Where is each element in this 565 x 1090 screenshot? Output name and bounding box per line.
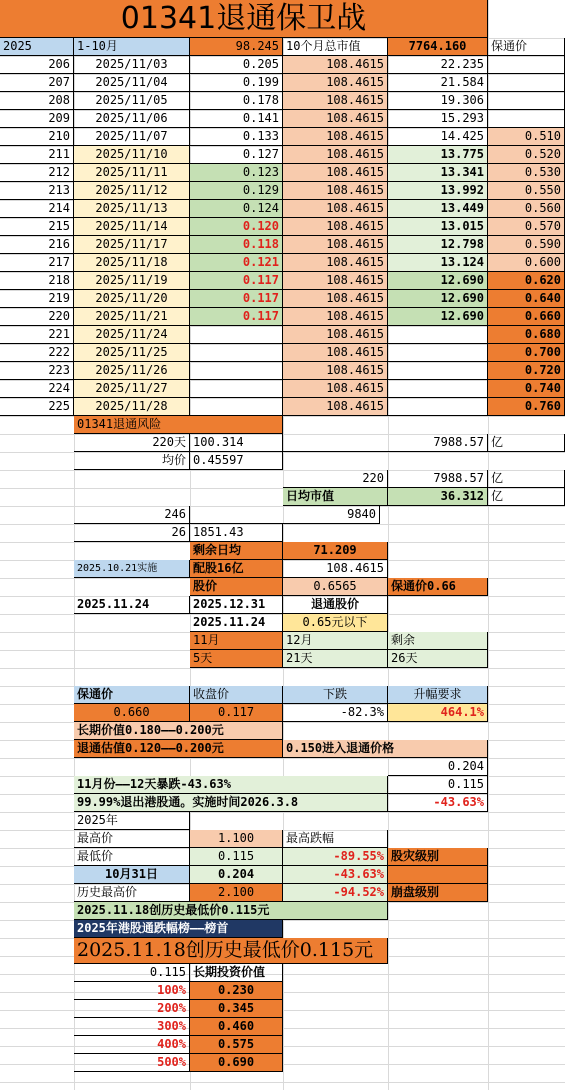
ltv-val: 0.575	[190, 1036, 283, 1054]
row-close-price: 0.123	[190, 164, 283, 182]
row-market-value	[388, 362, 488, 380]
risk-total1: 7988.57	[283, 434, 488, 452]
row-share-count: 108.4615	[283, 236, 388, 254]
row-floor-price: 0.700	[488, 344, 565, 362]
ltv-pct: 400%	[74, 1036, 190, 1054]
row-share-count: 108.4615	[283, 254, 388, 272]
row-market-value: 12.798	[388, 236, 488, 254]
row-market-value: 13.992	[388, 182, 488, 200]
risk-daily-label: 日均市值	[283, 488, 388, 506]
sum-rank: 2025年港股通跌幅榜——榜首	[74, 920, 283, 938]
row-share-count: 108.4615	[283, 164, 388, 182]
row-market-value: 19.306	[388, 92, 488, 110]
row-index: 222	[0, 344, 74, 362]
risk-days5: 5天	[190, 650, 283, 668]
sum-v4: 464.1%	[388, 704, 488, 722]
row-floor-price: 0.680	[488, 326, 565, 344]
row-date: 2025/11/12	[74, 182, 190, 200]
row-close-price: 0.141	[190, 110, 283, 128]
row-date: 2025/11/27	[74, 380, 190, 398]
sum-v2: 0.117	[190, 704, 283, 722]
sum-hist-val: 2.100	[190, 884, 283, 902]
row-date: 2025/11/25	[74, 344, 190, 362]
row-share-count: 108.4615	[283, 56, 388, 74]
row-market-value	[388, 344, 488, 362]
risk-v1851: 1851.43	[190, 524, 283, 542]
row-date: 2025/11/14	[74, 218, 190, 236]
ltv-label: 长期投资价值	[190, 964, 283, 982]
sum-collapse: 崩盘级别	[388, 884, 488, 902]
row-index: 211	[0, 146, 74, 164]
row-floor-price	[488, 74, 565, 92]
sum-h4: 升幅要求	[388, 686, 488, 704]
sum-drop: -43.63%	[388, 794, 488, 812]
row-market-value: 21.584	[388, 74, 488, 92]
row-close-price: 0.117	[190, 308, 283, 326]
risk-placement: 配股16亿	[190, 560, 283, 578]
ltv-pct: 200%	[74, 1000, 190, 1018]
row-share-count: 108.4615	[283, 74, 388, 92]
row-floor-price: 0.530	[488, 164, 565, 182]
row-date: 2025/11/07	[74, 128, 190, 146]
row-share-count: 108.4615	[283, 326, 388, 344]
risk-avg-label: 均价	[74, 452, 190, 470]
row-index: 214	[0, 200, 74, 218]
sum-v3: -82.3%	[283, 704, 388, 722]
row-floor-price: 0.760	[488, 398, 565, 416]
risk-remain: 剩余	[388, 632, 488, 650]
row-index: 223	[0, 362, 74, 380]
row-market-value: 13.449	[388, 200, 488, 218]
risk-price-val: 0.6565	[283, 578, 388, 596]
sum-year: 2025年	[74, 812, 190, 830]
row-share-count: 108.4615	[283, 200, 388, 218]
row-index: 217	[0, 254, 74, 272]
row-date: 2025/11/19	[74, 272, 190, 290]
row-close-price	[190, 326, 283, 344]
risk-avg-val: 0.45597	[190, 452, 283, 470]
row-floor-price: 0.520	[488, 146, 565, 164]
sum-long-value: 长期价值0.180——0.200元	[74, 722, 283, 740]
row-index: 209	[0, 110, 74, 128]
row-index: 207	[0, 74, 74, 92]
row-close-price	[190, 380, 283, 398]
sum-v0204: 0.204	[388, 758, 488, 776]
sum-enter-exit: 0.150进入退通价格	[283, 740, 488, 758]
ltv-pct: 100%	[74, 982, 190, 1000]
risk-days26: 26天	[388, 650, 488, 668]
sum-oct-val: 0.204	[190, 866, 283, 884]
sum-h3: 下跌	[283, 686, 388, 704]
row-close-price: 0.199	[190, 74, 283, 92]
risk-date1: 2025.11.24	[74, 596, 190, 614]
risk-days21: 21天	[283, 650, 388, 668]
row-index: 225	[0, 398, 74, 416]
row-index: 219	[0, 290, 74, 308]
row-close-price: 0.178	[190, 92, 283, 110]
row-index: 206	[0, 56, 74, 74]
header-mv-total: 7764.160	[388, 38, 488, 56]
row-floor-price	[488, 56, 565, 74]
row-share-count: 108.4615	[283, 218, 388, 236]
risk-total2: 7988.57	[388, 470, 488, 488]
row-share-count: 108.4615	[283, 128, 388, 146]
row-close-price	[190, 398, 283, 416]
row-market-value	[388, 380, 488, 398]
row-date: 2025/11/11	[74, 164, 190, 182]
header-period: 1-10月	[74, 38, 190, 56]
sum-record: 2025.11.18创历史最低价0.115元	[74, 902, 388, 920]
risk-m12: 12月	[283, 632, 388, 650]
sum-h1: 保通价	[74, 686, 190, 704]
row-close-price: 0.117	[190, 272, 283, 290]
row-date: 2025/11/06	[74, 110, 190, 128]
row-market-value: 15.293	[388, 110, 488, 128]
row-index: 213	[0, 182, 74, 200]
row-close-price	[190, 362, 283, 380]
risk-impl-date: 2025.10.21实施	[74, 560, 190, 578]
sum-low-val: 0.115	[190, 848, 283, 866]
row-market-value: 14.425	[388, 128, 488, 146]
header-floor-label: 保通价	[488, 38, 565, 56]
sum-low-drop: -89.55%	[283, 848, 388, 866]
sum-exit-est: 退通估值0.120——0.200元	[74, 740, 283, 758]
row-index: 224	[0, 380, 74, 398]
risk-exit-label: 退通股价	[283, 596, 388, 614]
sum-hist-drop: -94.52%	[283, 884, 388, 902]
row-floor-price: 0.720	[488, 362, 565, 380]
risk-remain-label: 剩余日均	[190, 542, 283, 560]
row-date: 2025/11/20	[74, 290, 190, 308]
sum-v1: 0.660	[74, 704, 190, 722]
row-date: 2025/11/03	[74, 56, 190, 74]
row-date: 2025/11/21	[74, 308, 190, 326]
row-date: 2025/11/28	[74, 398, 190, 416]
row-market-value: 12.690	[388, 290, 488, 308]
row-index: 215	[0, 218, 74, 236]
risk-date3: 2025.11.24	[190, 614, 283, 632]
header-year: 2025	[0, 38, 74, 56]
sum-crash: 11月份——12天暴跌-43.63%	[74, 776, 388, 794]
row-index: 220	[0, 308, 74, 326]
row-market-value	[388, 398, 488, 416]
row-share-count: 108.4615	[283, 146, 388, 164]
row-floor-price: 0.560	[488, 200, 565, 218]
risk-n246: 246	[74, 506, 190, 524]
row-index: 210	[0, 128, 74, 146]
ltv-pct: 500%	[74, 1054, 190, 1072]
sum-oct-drop: -43.63%	[283, 866, 388, 884]
row-date: 2025/11/17	[74, 236, 190, 254]
row-share-count: 108.4615	[283, 380, 388, 398]
row-market-value: 12.690	[388, 308, 488, 326]
row-date: 2025/11/18	[74, 254, 190, 272]
row-close-price: 0.127	[190, 146, 283, 164]
row-floor-price: 0.640	[488, 290, 565, 308]
risk-m11: 11月	[190, 632, 283, 650]
row-market-value: 13.015	[388, 218, 488, 236]
sum-high-label: 最高价	[74, 830, 190, 848]
ltv-pct: 300%	[74, 1018, 190, 1036]
row-floor-price: 0.590	[488, 236, 565, 254]
row-share-count: 108.4615	[283, 398, 388, 416]
row-close-price: 0.129	[190, 182, 283, 200]
risk-unit1: 亿	[488, 434, 565, 452]
risk-unit3: 亿	[488, 488, 565, 506]
sum-disaster: 股灾级别	[388, 848, 488, 866]
row-market-value: 22.235	[388, 56, 488, 74]
row-share-count: 108.4615	[283, 362, 388, 380]
row-close-price: 0.120	[190, 218, 283, 236]
row-close-price: 0.118	[190, 236, 283, 254]
sum-high-val: 1.100	[190, 830, 283, 848]
row-floor-price	[488, 110, 565, 128]
row-index: 208	[0, 92, 74, 110]
row-date: 2025/11/04	[74, 74, 190, 92]
risk-n26: 26	[74, 524, 190, 542]
row-share-count: 108.4615	[283, 344, 388, 362]
row-date: 2025/11/24	[74, 326, 190, 344]
risk-unit2: 亿	[488, 470, 565, 488]
row-market-value: 12.690	[388, 272, 488, 290]
row-share-count: 108.4615	[283, 182, 388, 200]
sum-low-label: 最低价	[74, 848, 190, 866]
risk-below: 0.65元以下	[283, 614, 388, 632]
sum-v0115: 0.115	[388, 776, 488, 794]
row-date: 2025/11/13	[74, 200, 190, 218]
ltv-val: 0.690	[190, 1054, 283, 1072]
sum-hist-label: 历史最高价	[74, 884, 190, 902]
ltv-val: 0.230	[190, 982, 283, 1000]
row-close-price: 0.121	[190, 254, 283, 272]
row-market-value: 13.124	[388, 254, 488, 272]
risk-daily-val: 36.312	[388, 488, 488, 506]
row-share-count: 108.4615	[283, 110, 388, 128]
row-floor-price: 0.510	[488, 128, 565, 146]
row-market-value: 13.341	[388, 164, 488, 182]
row-share-count: 108.4615	[283, 290, 388, 308]
risk-v9840: 9840	[190, 506, 380, 524]
sum-big-record: 2025.11.18创历史最低价0.115元	[74, 938, 388, 964]
row-date: 2025/11/10	[74, 146, 190, 164]
row-index: 218	[0, 272, 74, 290]
row-index: 221	[0, 326, 74, 344]
row-floor-price	[488, 92, 565, 110]
row-share-count: 108.4615	[283, 272, 388, 290]
row-close-price: 0.117	[190, 290, 283, 308]
ltv-val: 0.460	[190, 1018, 283, 1036]
risk-placement-val: 108.4615	[283, 560, 388, 578]
row-close-price	[190, 344, 283, 362]
row-floor-price: 0.570	[488, 218, 565, 236]
sum-h2: 收盘价	[190, 686, 283, 704]
sum-note: 99.99%退出港股通。实施时间2026.3.8	[74, 794, 388, 812]
row-floor-price: 0.740	[488, 380, 565, 398]
risk-remain-val: 71.209	[283, 542, 388, 560]
ltv-val: 0.345	[190, 1000, 283, 1018]
row-index: 216	[0, 236, 74, 254]
row-date: 2025/11/26	[74, 362, 190, 380]
row-market-value	[388, 326, 488, 344]
risk-floor-label: 保通价0.66	[388, 578, 488, 596]
risk-n220: 220	[283, 470, 388, 488]
row-floor-price: 0.620	[488, 272, 565, 290]
row-share-count: 108.4615	[283, 92, 388, 110]
header-mv-label: 10个月总市值	[283, 38, 388, 56]
row-floor-price: 0.660	[488, 308, 565, 326]
sum-oct-label: 10月31日	[74, 866, 190, 884]
row-market-value: 13.775	[388, 146, 488, 164]
sum-high-drop-label: 最高跌幅	[283, 830, 388, 848]
row-close-price: 0.133	[190, 128, 283, 146]
row-index: 212	[0, 164, 74, 182]
row-share-count: 108.4615	[283, 308, 388, 326]
risk-label: 01341退通风险	[74, 416, 283, 434]
sum-blank-or	[388, 866, 488, 884]
row-floor-price: 0.550	[488, 182, 565, 200]
row-date: 2025/11/05	[74, 92, 190, 110]
risk-date2: 2025.12.31	[190, 596, 283, 614]
header-avg-price: 98.245	[190, 38, 283, 56]
risk-days-val: 100.314	[190, 434, 283, 452]
row-close-price: 0.124	[190, 200, 283, 218]
risk-days: 220天	[74, 434, 190, 452]
ltv-price: 0.115	[74, 964, 190, 982]
sheet-title: 01341退通保卫战	[0, 0, 488, 38]
risk-price-label: 股价	[190, 578, 283, 596]
row-close-price: 0.205	[190, 56, 283, 74]
row-floor-price: 0.600	[488, 254, 565, 272]
